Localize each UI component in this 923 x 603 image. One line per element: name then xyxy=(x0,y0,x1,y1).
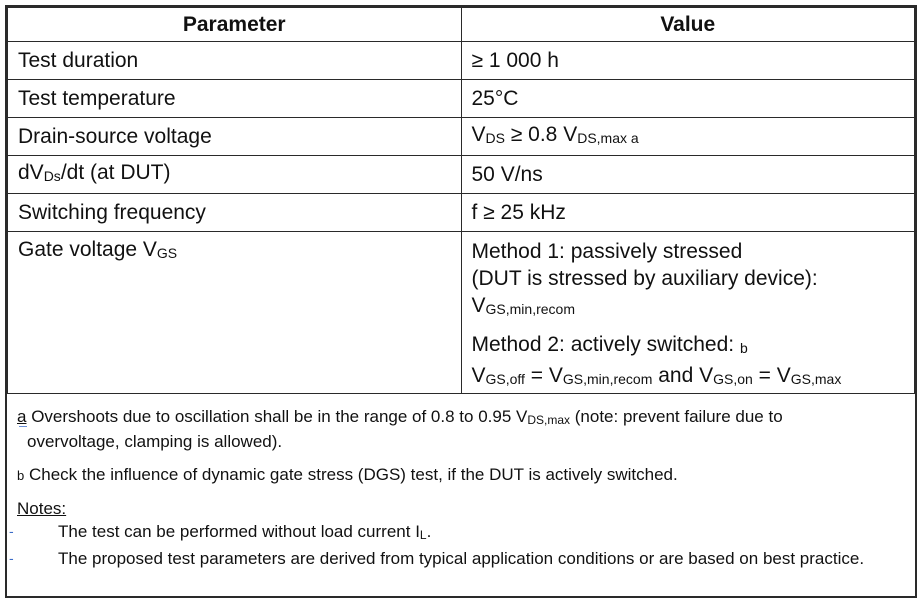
param-dvds-dt: $dV_{Ds}/dt$ (at DUT) xyxy=(8,156,462,194)
header-parameter: Parameter xyxy=(8,8,462,42)
note-item: - The test can be performed without load current $I_L$. xyxy=(9,522,432,542)
note-dash: - xyxy=(9,550,14,566)
value-drain-source-voltage: $V_{DS} \ge 0.8$ $V_{DS,max}$ $_a$ xyxy=(461,118,915,156)
param-gate-voltage: Gate voltage $V_{GS}$ xyxy=(8,232,462,394)
table-footer xyxy=(7,402,915,596)
table-row xyxy=(8,80,915,118)
note-item: - The proposed test parameters are derived from typical application conditions or are based on best practice. xyxy=(9,549,865,568)
param-test-duration: Test duration xyxy=(8,42,462,80)
footnote-a: a Overshoots due to oscillation shall be in the range of 0.8 to 0.95 $V_{DS,max}$ (note: prevent failure due to overvoltage, clamping is allowed). xyxy=(17,406,905,452)
footnote-b-marker: b xyxy=(17,468,25,483)
table-row xyxy=(8,156,915,194)
method-1-line-2: (DUT is stressed by auxiliary device): xyxy=(471,267,818,290)
method-1-line-1: Method 1: passively stressed xyxy=(471,240,743,263)
method-1-line-3: $V_{GS,min,recom}$ xyxy=(471,294,575,317)
footnote-a-line-2: overvoltage, clamping is allowed). xyxy=(27,432,283,451)
value-gate-voltage xyxy=(461,232,915,394)
table-header-row xyxy=(8,8,915,42)
header-value: Value xyxy=(461,8,915,42)
footnote-a-anchor-mark xyxy=(19,426,27,427)
method-2-line-1: Method 2: actively switched: $_b$ xyxy=(471,333,748,356)
footnote-b: b Check the influence of dynamic gate stress (DGS) test, if the DUT is actively switched. xyxy=(17,465,678,484)
parameter-table-container xyxy=(5,5,917,598)
table-row xyxy=(8,232,915,394)
parameter-table xyxy=(7,7,915,394)
param-drain-source-voltage: Drain-source voltage xyxy=(8,118,462,156)
table-row xyxy=(8,42,915,80)
notes-heading: Notes: xyxy=(17,499,67,518)
note-dash: - xyxy=(9,523,14,539)
param-switching-frequency: Switching frequency xyxy=(8,194,462,232)
footnote-a-marker: a xyxy=(17,407,27,426)
value-dvds-dt: 50 V/ns xyxy=(461,156,915,194)
table-row xyxy=(8,118,915,156)
value-switching-frequency: f ≥ 25 kHz xyxy=(461,194,915,232)
method-2-line-2: $V_{GS,off} = V_{GS,min,recom}$ and $V_{GS,on} = V_{GS,max}$ xyxy=(471,364,842,387)
table-row xyxy=(8,194,915,232)
value-test-duration: ≥ 1 000 h xyxy=(461,42,915,80)
param-test-temperature: Test temperature xyxy=(8,80,462,118)
value-test-temperature: 25°C xyxy=(461,80,915,118)
